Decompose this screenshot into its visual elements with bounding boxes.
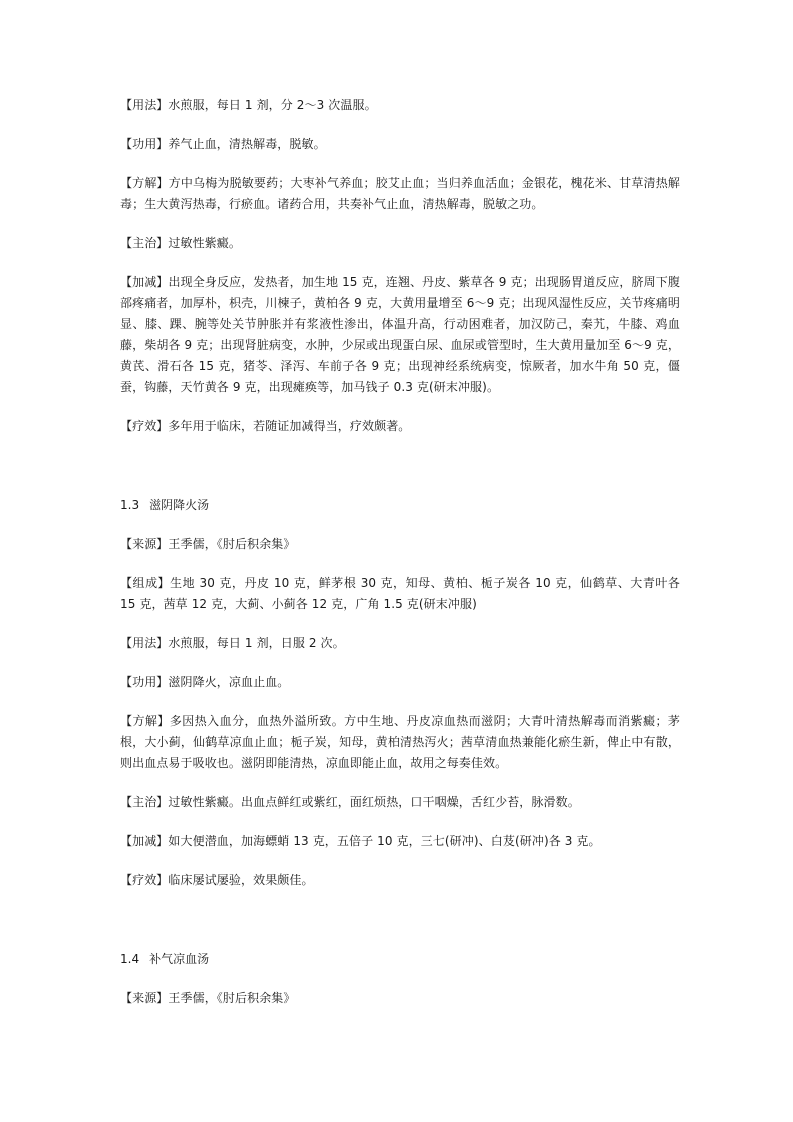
paragraph-function — [120, 134, 680, 155]
paragraph-modification — [120, 272, 680, 398]
text-efficacy: 多年用于临床，若随证加减得当，疗效颇著。 — [168, 419, 411, 433]
paragraph-efficacy — [120, 870, 680, 891]
text-usage: 水煎服，每日 1 剂，日服 2 次。 — [168, 636, 345, 650]
paragraph-efficacy — [120, 416, 680, 437]
section-title: 滋阴降火汤 — [149, 498, 210, 512]
label-modification: 【加减】 — [120, 834, 169, 848]
section-heading — [120, 495, 680, 516]
label-function: 【功用】 — [120, 675, 169, 689]
paragraph-indication — [120, 233, 680, 254]
text-indication: 过敏性紫癜。出血点鲜红或紫红，面红烦热，口干咽燥，舌红少苔，脉滑数。 — [168, 795, 580, 809]
label-modification: 【加减】 — [120, 275, 169, 289]
paragraph-usage — [120, 633, 680, 654]
section-title: 补气凉血汤 — [149, 952, 210, 966]
section-number: 1.3 — [120, 498, 140, 512]
paragraph-composition — [120, 573, 680, 615]
text-composition: 生地 30 克，丹皮 10 克，鲜茅根 30 克，知母、黄柏、栀子炭各 10 克，仙鹤草、大青叶各 15 克，茜草 12 克，大蓟、小蓟各 12 克，广角 1.5 克(研末冲服) — [120, 576, 680, 611]
section-spacer — [120, 909, 680, 949]
label-usage: 【用法】 — [120, 636, 169, 650]
paragraph-function — [120, 672, 680, 693]
text-source: 王季儒，《肘后积余集》 — [168, 537, 296, 551]
text-explanation: 方中乌梅为脱敏要药；大枣补气养血；胶艾止血；当归养血活血；金银花，槐花米、甘草清热解毒；生大黄泻热毒，行瘀血。诸药合用，共奏补气止血，清热解毒，脱敏之功。 — [120, 176, 680, 211]
text-indication: 过敏性紫癜。 — [168, 236, 242, 250]
section-number: 1.4 — [120, 952, 140, 966]
text-explanation: 多因热入血分，血热外溢所致。方中生地、丹皮凉血热而滋阴；大青叶清热解毒而消紫癜；茅根，大小蓟，仙鹤草凉血止血；栀子炭，知母，黄柏清热泻火；茜草清血热兼能化瘀生新，俾止中有散，则出血点易于吸收也。滋阴即能清热，凉血即能止血，故用之每奏佳效。 — [120, 714, 680, 770]
section-continued — [120, 95, 680, 437]
paragraph-usage — [120, 95, 680, 116]
document-page — [120, 95, 680, 1027]
label-indication: 【主治】 — [120, 236, 169, 250]
label-explanation: 【方解】 — [120, 176, 169, 190]
label-indication: 【主治】 — [120, 795, 169, 809]
section-heading — [120, 949, 680, 970]
text-source: 王季儒，《肘后积余集》 — [168, 991, 296, 1005]
paragraph-explanation — [120, 173, 680, 215]
paragraph-source — [120, 534, 680, 555]
text-function: 滋阴降火，凉血止血。 — [168, 675, 290, 689]
label-composition: 【组成】 — [120, 576, 171, 590]
paragraph-source — [120, 988, 680, 1009]
label-explanation: 【方解】 — [120, 714, 170, 728]
label-source: 【来源】 — [120, 537, 169, 551]
label-efficacy: 【疗效】 — [120, 419, 169, 433]
section-1-3 — [120, 495, 680, 891]
section-spacer — [120, 455, 680, 495]
paragraph-modification — [120, 831, 680, 852]
label-efficacy: 【疗效】 — [120, 873, 169, 887]
section-1-4 — [120, 949, 680, 1009]
paragraph-indication — [120, 792, 680, 813]
text-usage: 水煎服，每日 1 剂，分 2～3 次温服。 — [168, 98, 377, 112]
text-modification: 如大便潜血，加海螵蛸 13 克，五倍子 10 克，三七(研冲)、白芨(研冲)各 3 克。 — [168, 834, 601, 848]
label-source: 【来源】 — [120, 991, 169, 1005]
label-function: 【功用】 — [120, 137, 169, 151]
text-function: 养气止血，清热解毒，脱敏。 — [168, 137, 326, 151]
text-efficacy: 临床屡试屡验，效果颇佳。 — [168, 873, 314, 887]
paragraph-explanation — [120, 711, 680, 774]
text-modification: 出现全身反应，发热者，加生地 15 克，连翘、丹皮、紫草各 9 克；出现肠胃道反应，脐周下腹部疼痛者，加厚朴，枳壳，川楝子，黄柏各 9 克，大黄用量增至 6～9 克；出现风湿性反应，关节疼痛明显、膝、踝、腕等处关节肿胀并有浆液性渗出，体温升高，行动困难者，加汉防己，秦艽，牛膝、鸡血藤，柴胡各 9 克；出现肾脏病变，水肿，少尿或出现蛋白尿、血尿或管型时，生大黄用量加至 6～9 克，黄芪、滑石各 15 克，猪苓、泽泻、车前子各 9 克；出现神经系统病变，惊厥者，加水牛角 50 克，僵蚕，钩藤，天竹黄各 9 克，出现瘫痪等，加马钱子 0.3 克(研末冲服)。 — [120, 275, 681, 394]
label-usage: 【用法】 — [120, 98, 169, 112]
